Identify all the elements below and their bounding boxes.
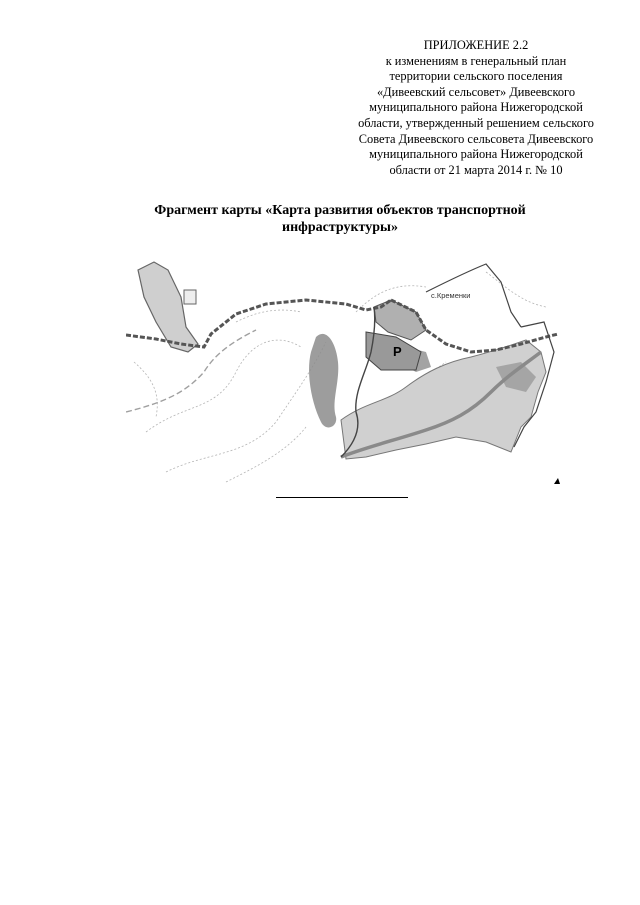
corner-marker <box>554 478 560 484</box>
appendix-line: области, утвержденный решением сельского <box>358 115 594 130</box>
appendix-line: территории сельского поселения <box>389 69 563 84</box>
appendix-line: муниципального района Нижегородской <box>369 147 583 162</box>
appendix-line: области от 21 марта 2014 г. № 10 <box>389 162 563 177</box>
separator-line <box>276 497 408 498</box>
appendix-line: ПРИЛОЖЕНИЕ 2.2 <box>423 38 529 52</box>
map-drawing <box>126 252 561 488</box>
appendix-header <box>340 38 612 178</box>
title-line-1: Фрагмент карты «Карта развития объектов транспортной <box>154 203 526 218</box>
appendix-line: «Дивеевский сельсовет» Дивеевского <box>376 84 576 99</box>
village-label: с.Кременки <box>431 291 471 300</box>
appendix-line: муниципального района Нижегородской <box>369 100 583 115</box>
appendix-line: Совета Дивеевского сельсовета Дивеевского <box>358 131 594 146</box>
map-fragment <box>126 252 561 488</box>
title-line-2: инфраструктуры» <box>282 220 398 235</box>
document-title <box>70 202 610 236</box>
appendix-line: к изменениям в генеральный план <box>385 53 567 68</box>
forest-area <box>309 334 338 428</box>
parking-label: P <box>393 344 402 359</box>
building <box>184 290 196 304</box>
